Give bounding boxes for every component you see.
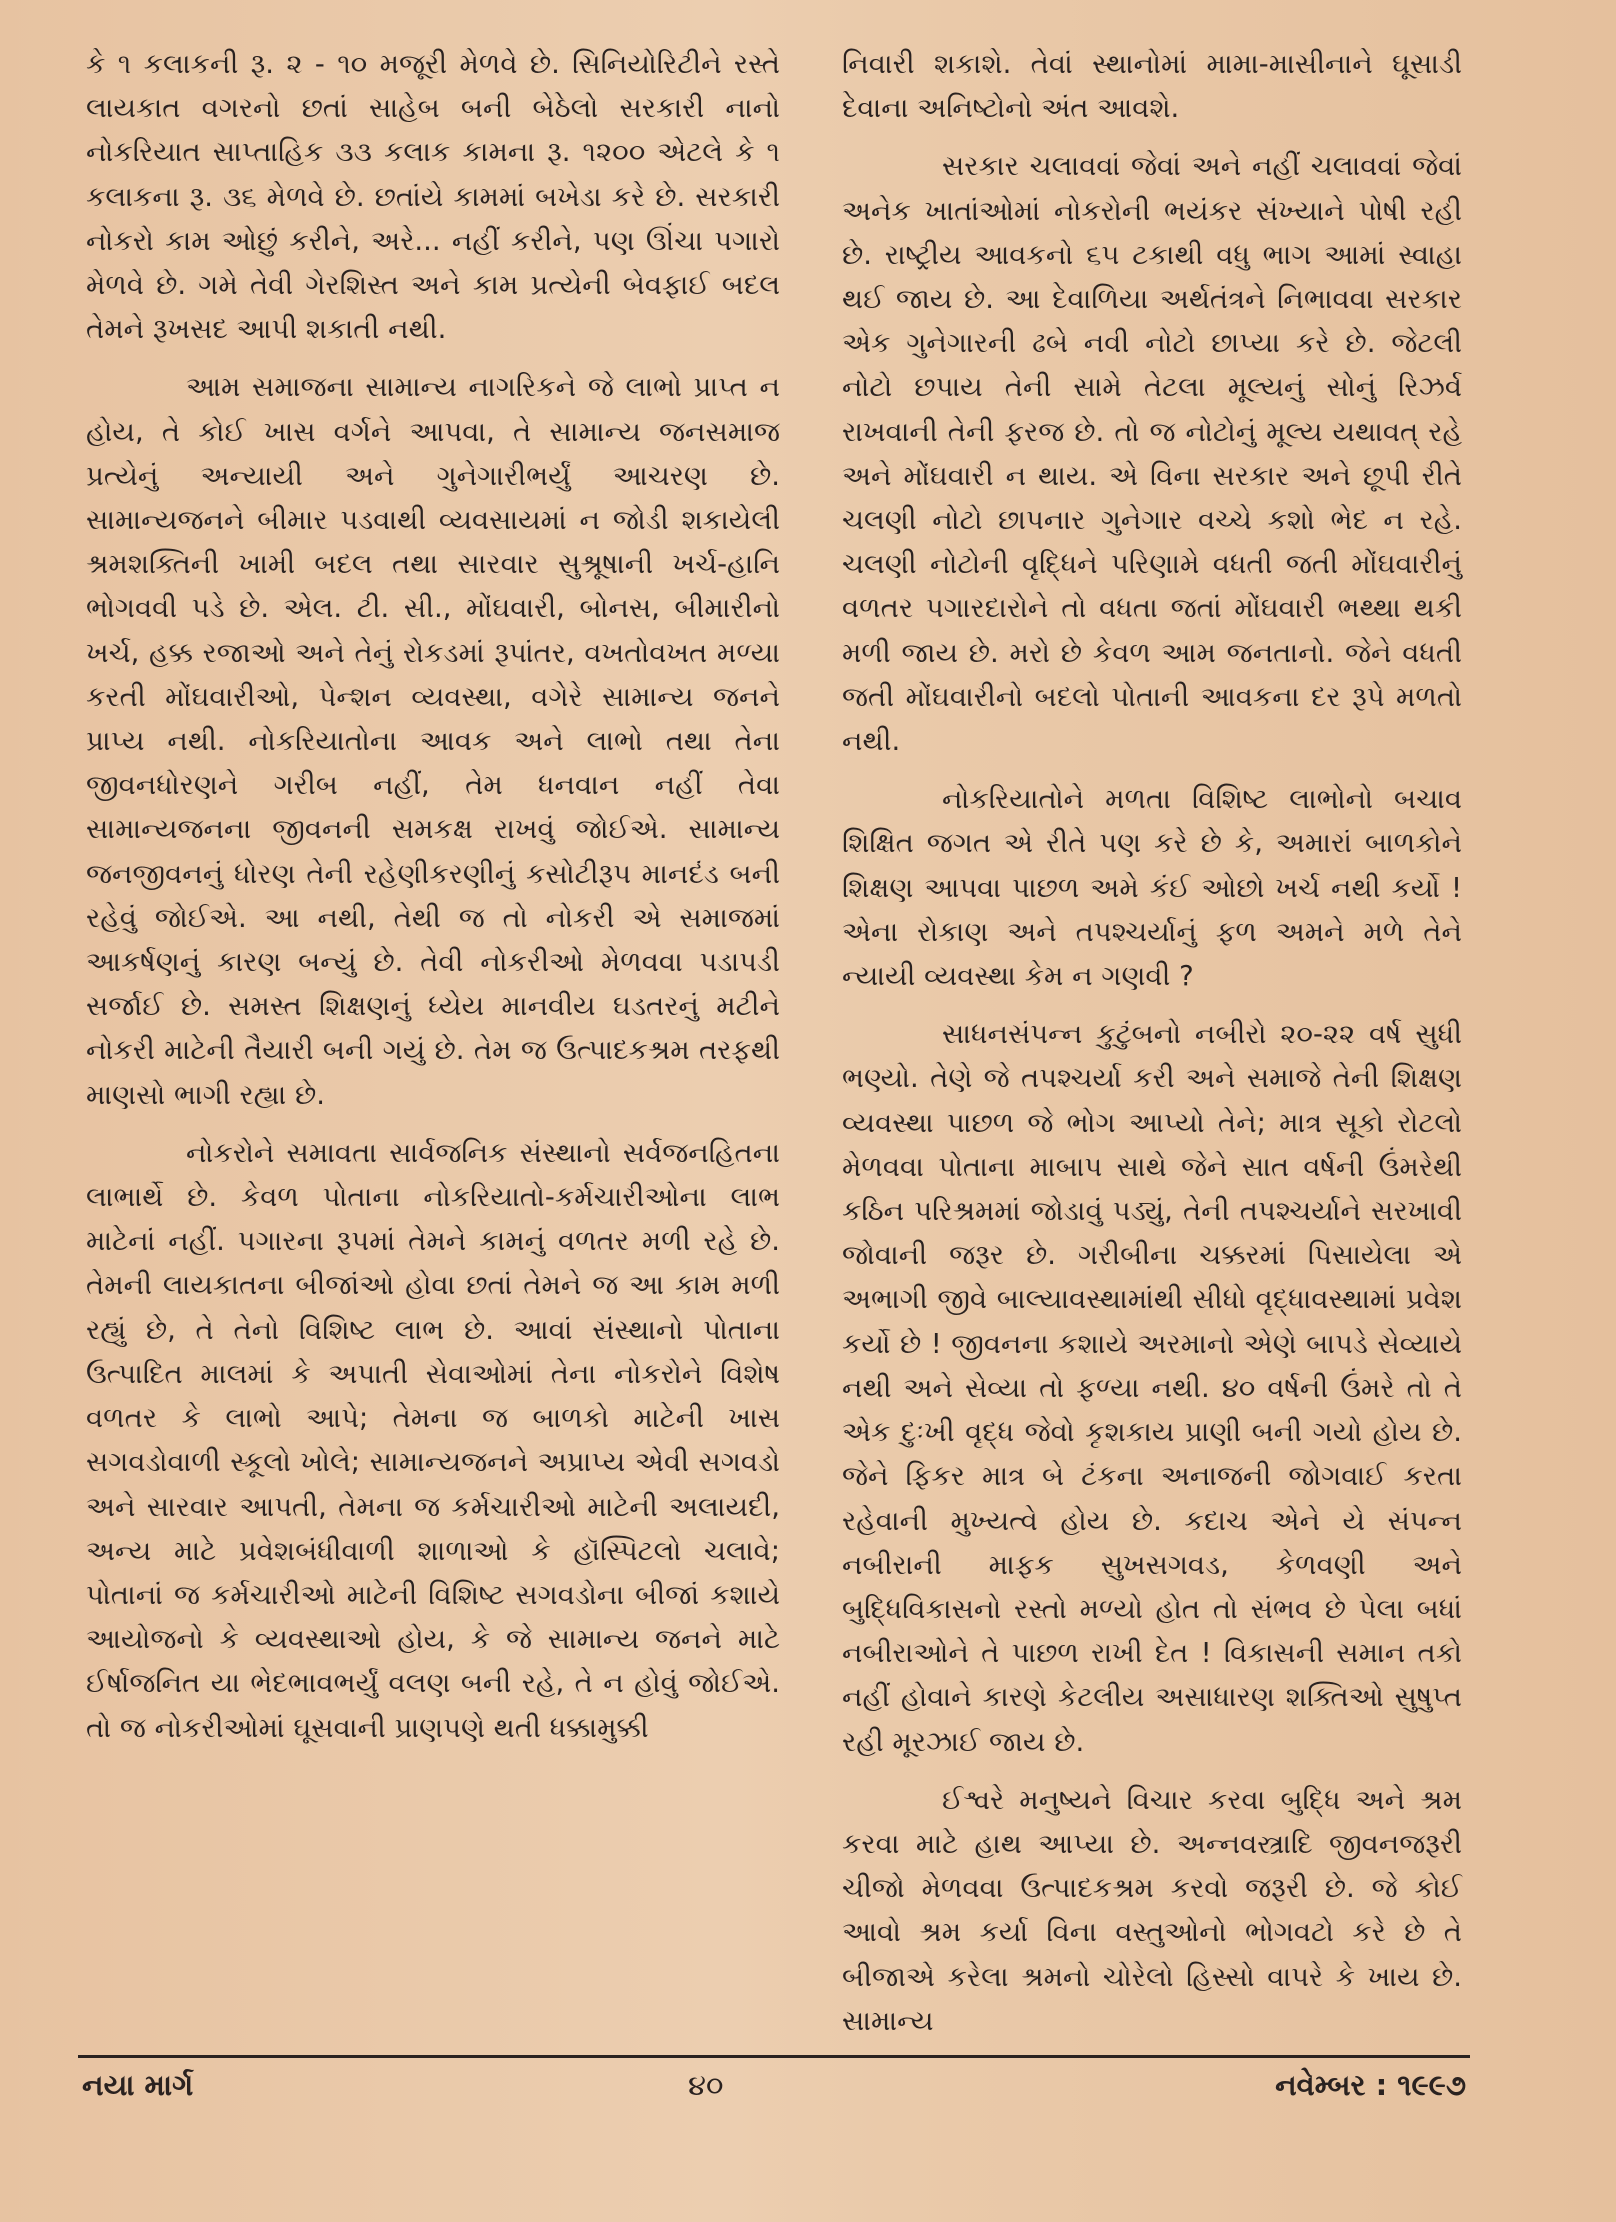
publication-name: નયા માર્ગ — [82, 2068, 194, 2102]
paragraph: ઈશ્વરે મનુષ્યને વિચાર કરવા બુદ્ધિ અને શ્રમ કરવા માટે હાથ આપ્યા છે. અન્નવસ્ત્રાદિ જીવનજરૂરી ચીજો મેળવવા ઉત્પાદકશ્રમ કરવો જરૂરી છે. જે કોઈ આવો શ્રમ કર્યા વિના વસ્તુઓનો ભોગવટો કરે છે તે બીજાએ કરેલા શ્રમનો ચોરેલો હિસ્સો વાપરે કે ખાય છે. સામાન્ય — [842, 1783, 1462, 2037]
page-number: ૪૦ — [688, 2068, 724, 2102]
paragraph: નોકરિયાતોને મળતા વિશિષ્ટ લાભોનો બચાવ શિક્ષિત જગત એ રીતે પણ કરે છે કે, અમારાં બાળકોને શિક્ષણ આપવા પાછળ અમે કંઈ ઓછો ખર્ચ નથી કર્યો ! એના રોકાણ અને તપશ્ચર્યાનું ફળ અમને મળે તેને ન્યાયી વ્યવસ્થા કેમ ન ગણવી ? — [842, 783, 1462, 993]
footer-divider — [78, 2055, 1470, 2058]
paragraph: કે ૧ કલાકની રૂ. ૨ - ૧૦ મજૂરી મેળવે છે. સિનિયોરિટીને રસ્તે લાયકાત વગરનો છતાં સાહેબ બની બેઠેલો સરકારી નાનો નોકરિયાત સાપ્તાહિક ૩૩ કલાક કામના રૂ. ૧૨૦૦ એટલે કે ૧ કલાકના રૂ. ૩૬ મેળવે છે. છતાંયે કામમાં બખેડા કરે છે. સરકારી નોકરો કામ ઓછું કરીને, અરે... નહીં કરીને, પણ ઊંચા પગારો મેળવે છે. ગમે તેવી ગેરશિસ્ત અને કામ પ્રત્યેની બેવફાઈ બદલ તેમને રૂખસદ આપી શકાતી નથી. — [86, 48, 780, 346]
paragraph: સાધનસંપન્ન કુટુંબનો નબીરો ૨૦-૨૨ વર્ષ સુધી ભણ્યો. તેણે જે તપશ્ચર્યા કરી અને સમાજે તેની શિક્ષણ વ્યવસ્થા પાછળ જે ભોગ આપ્યો તેને; માત્ર સૂકો રોટલો મેળવવા પોતાના માબાપ સાથે જેને સાત વર્ષની ઉંમરેથી કઠિન પરિશ્રમમાં જોડાવું પડ્યું, તેની તપશ્ચર્યાને સરખાવી જોવાની જરૂર છે. ગરીબીના ચક્કરમાં પિસાયેલા એ અભાગી જીવે બાલ્યાવસ્થામાંથી સીધો વૃદ્ધાવસ્થામાં પ્રવેશ કર્યો છે ! જીવનના કશાયે અરમાનો એણે બાપડે સેવ્યાયે નથી અને સેવ્યા તો ફળ્યા નથી. ૪૦ વર્ષની ઉંમરે તો તે એક દુઃખી વૃદ્ધ જેવો કૃશકાય પ્રાણી બની ગયો હોય છે. જેને ફિકર માત્ર બે ટંકના અનાજની જોગવાઈ કરતા રહેવાની મુખ્યત્વે હોય છે. કદાચ એને યે સંપન્ન નબીરાની માફક સુખસગવડ, કેળવણી અને બુદ્ધિવિકાસનો રસ્તો મળ્યો હોત તો સંભવ છે પેલા બધાં નબીરાઓને તે પાછળ રાખી દેત ! વિકાસની સમાન તકો નહીં હોવાને કારણે કેટલીય અસાધારણ શક્તિઓ સુષુપ્ત રહી મૂરઝાઈ જાય છે. — [842, 1018, 1462, 1758]
paragraph: આમ સમાજના સામાન્ય નાગરિકને જે લાભો પ્રાપ્ત ન હોય, તે કોઈ ખાસ વર્ગને આપવા, તે સામાન્ય જનસમાજ પ્રત્યેનું અન્યાયી અને ગુનેગારીભર્યું આચરણ છે. સામાન્યજનને બીમાર પડવાથી વ્યવસાયમાં ન જોડી શકાયેલી શ્રમશક્તિની ખામી બદલ તથા સારવાર સુશ્રૂષાની ખર્ચ-હાનિ ભોગવવી પડે છે. એલ. ટી. સી., મોંઘવારી, બોનસ, બીમારીનો ખર્ચ, હક્ક રજાઓ અને તેનું રોકડમાં રૂપાંતર, વખતોવખત મળ્યા કરતી મોંઘવારીઓ, પેન્શન વ્યવસ્થા, વગેરે સામાન્ય જનને પ્રાપ્ય નથી. નોકરિયાતોના આવક અને લાભો તથા તેના જીવનધોરણને ગરીબ નહીં, તેમ ધનવાન નહીં તેવા સામાન્યજનના જીવનની સમકક્ષ રાખવું જોઈએ. સામાન્ય જનજીવનનું ધોરણ તેની રહેણીકરણીનું કસોટીરૂપ માનદંડ બની રહેવું જોઈએ. આ નથી, તેથી જ તો નોકરી એ સમાજમાં આકર્ષણનું કારણ બન્યું છે. તેવી નોકરીઓ મેળવવા પડાપડી સર્જાઈ છે. સમસ્ત શિક્ષણનું ધ્યેય માનવીય ઘડતરનું મટીને નોકરી માટેની તૈયારી બની ગયું છે. તેમ જ ઉત્પાદકશ્રમ તરફથી માણસો ભાગી રહ્યા છે. — [86, 371, 780, 1111]
paragraph: નોકરોને સમાવતા સાર્વજનિક સંસ્થાનો સર્વજનહિતના લાભાર્થે છે. કેવળ પોતાના નોકરિયાતો-કર્મચારીઓના લાભ માટેનાં નહીં. પગારના રૂપમાં તેમને કામનું વળતર મળી રહે છે. તેમની લાયકાતના બીજાંઓ હોવા છતાં તેમને જ આ કામ મળી રહ્યું છે, તે તેનો વિશિષ્ટ લાભ છે. આવાં સંસ્થાનો પોતાના ઉત્પાદિત માલમાં કે અપાતી સેવાઓમાં તેના નોકરોને વિશેષ વળતર કે લાભો આપે; તેમના જ બાળકો માટેની ખાસ સગવડોવાળી સ્કૂલો ખોલે; સામાન્યજનને અપ્રાપ્ય એવી સગવડો અને સારવાર આપતી, તેમના જ કર્મચારીઓ માટેની અલાયદી, અન્ય માટે પ્રવેશબંધીવાળી શાળાઓ કે હૉસ્પિટલો ચલાવે; પોતાનાં જ કર્મચારીઓ માટેની વિશિષ્ટ સગવડોના બીજાં કશાયે આયોજનો કે વ્યવસ્થાઓ હોય, કે જે સામાન્ય જનને માટે ઈર્ષાજનિત યા ભેદભાવભર્યું વલણ બની રહે, તે ન હોવું જોઈએ. તો જ નોકરીઓમાં ઘૂસવાની પ્રાણપણે થતી ધક્કામુક્કી — [86, 1136, 780, 1744]
paragraph: નિવારી શકાશે. તેવાં સ્થાનોમાં મામા-માસીનાને ઘૂસાડી દેવાના અનિષ્ટોનો અંત આવશે. — [842, 48, 1462, 125]
right-column — [842, 42, 1462, 2043]
issue-date: નવેમ્બર : ૧૯૯૭ — [1275, 2068, 1466, 2102]
left-column — [86, 42, 780, 1750]
paragraph: સરકાર ચલાવવાં જેવાં અને નહીં ચલાવવાં જેવાં અનેક ખાતાંઓમાં નોકરોની ભયંકર સંખ્યાને પોષી રહી છે. રાષ્ટ્રીય આવકનો ૬૫ ટકાથી વધુ ભાગ આમાં સ્વાહા થઈ જાય છે. આ દેવાળિયા અર્થતંત્રને નિભાવવા સરકાર એક ગુનેગારની ઢબે નવી નોટો છાપ્યા કરે છે. જેટલી નોટો છપાય તેની સામે તેટલા મૂલ્યનું સોનું રિઝર્વ રાખવાની તેની ફરજ છે. તો જ નોટોનું મૂલ્ય યથાવત્ રહે અને મોંઘવારી ન થાય. એ વિના સરકાર અને છૂપી રીતે ચલણી નોટો છાપનાર ગુનેગાર વચ્ચે કશો ભેદ ન રહે. ચલણી નોટોની વૃદ્ધિને પરિણામે વધતી જતી મોંઘવારીનું વળતર પગારદારોને તો વધતા જતાં મોંઘવારી ભથ્થા થકી મળી જાય છે. મરો છે કેવળ આમ જનતાનો. જેને વધતી જતી મોંઘવારીનો બદલો પોતાની આવકના દર રૂપે મળતો નથી. — [842, 150, 1462, 758]
